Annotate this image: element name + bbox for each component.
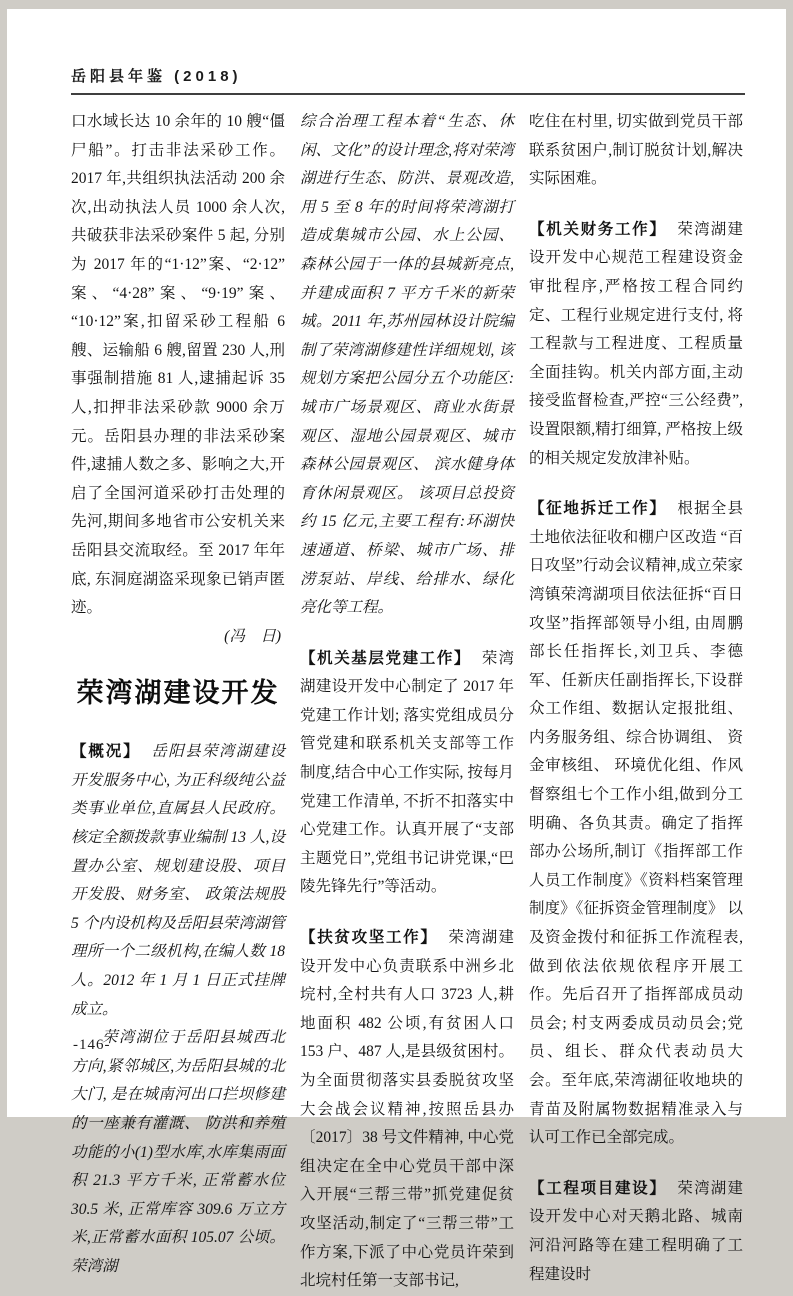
section-party-building-label: 【机关基层党建工作】 (300, 649, 472, 667)
section-overview-text: 岳阳县荣湾湖建设开发服务中心, 为正科级纯公益类事业单位,直属县人民政府。核定全额拨款事业编制 13 人,设置办公室、规划建设股、项目开发股、财务室、 政策法规股 5 个内设机构及岳阳县荣湾湖管理所一个二级机构,在编人数 18 人。2012 年 1 月 1 日正式挂牌成立。 (71, 743, 285, 1018)
section-overview-label: 【概况】 (71, 743, 141, 761)
section-land-requisition-label: 【征地拆迁工作】 (529, 500, 667, 518)
section-poverty-alleviation-text: 荣湾湖建设开发中心负责联系中洲乡北垸村,全村共有人口 3723 人,耕地面积 482 公顷,有贫困人口 153 户、487 人,是县级贫困村。为全面贯彻落实县委脱贫攻坚大会战会议精神,按照岳县办〔2017〕38 号文件精神, 中心党组决定在全中心党员干部中深入开展“三帮三带”抓党建促贫攻坚活动,制定了“三帮三带”工作方案,下派了中心党员许荣到北垸村任第一支部书记, (300, 929, 514, 1290)
section-construction-projects-text: 荣湾湖建设开发中心对天鹅北路、城南河沿河路等在建工程明确了工程建设时 (529, 1179, 743, 1283)
column-3 (529, 108, 743, 1289)
section-finance-work-text: 荣湾湖建设开发中心规范工程建设资金审批程序,严格按工程合同约定、工程行业规定进行支付, 将工程款与工程进度、工程质量全面挂钩。机关内部方面,主动接受监督检查,严控“三公经费”,设置限额,精打细算, 严格按上级的相关规定发放津补贴。 (529, 220, 743, 467)
section-party-building-text: 荣湾湖建设开发中心制定了 2017 年党建工作计划; 落实党组成员分管党建和联系机关支部等工作制度,结合中心工作实际, 按每月党建工作清单, 不折不扣落实中心党建工作。认真开展了“支部主题党日”,党组书记讲党课,“巴陵先锋先行”等活动。 (300, 649, 514, 896)
page-number: -146- (73, 1037, 111, 1053)
section-construction-projects (529, 1175, 743, 1289)
section-finance-work-label: 【机关财务工作】 (529, 220, 667, 238)
paragraph-poverty-alleviation-continued: 吃住在村里, 切实做到党员干部联系贫困户,制订脱贫计划,解决实际困难。 (529, 113, 743, 188)
paragraph-illegal-sand-mining: 口水域长达 10 余年的 10 艘“僵尸船”。打击非法采砂工作。2017 年,共组织执法活动 200 余次,出动执法人员 1000 余人次,共破获非法采砂案件 5 起, 分别为 2017 年的“1·12”案、“2·12”案、“4·28”案、“9·19”案、“10·12”案,扣留采砂工程船 6 艘、运输船 6 艘,留置 230 人,刑事强制措施 81 人,逮捕起诉 35 人,扣押非法采砂款 9000 余万元。岳阳县办理的非法采砂案件,逮捕人数之多、影响之大,开启了全国河道采砂打击处理的先河,期间多地省市公安机关来岳阳县交流取经。至 2017 年年底, 东洞庭湖盗采现象已销声匿迹。 (71, 113, 285, 617)
column-2 (300, 108, 514, 1296)
article-title: 荣湾湖建设开发 (76, 678, 280, 709)
page-sheet (7, 9, 786, 1290)
section-overview (71, 738, 285, 1024)
section-land-requisition (529, 495, 743, 1153)
author-attribution: (冯 日) (224, 627, 281, 645)
column-1 (71, 108, 285, 1282)
section-finance-work (529, 216, 743, 473)
section-land-requisition-text: 根据全县土地依法征收和棚户区改造 “百日攻坚”行动会议精神,成立荣家湾镇荣湾湖项目依法征拆“百日攻坚”指挥部领导小组, 由周鹏部长任指挥长,刘卫兵、李德军、任新庆任副指挥长,下设群众工作组、数据认定报批组、内务服务组、综合协调组、 资金审核组、 环境优化组、作风督察组七个工作小组,做到分工明确、各负其责。确定了指挥部办公场所,制订《指挥部工作人员工作制度》《资料档案管理制度》《征拆资金管理制度》 以及资金拨付和征拆工作流程表, 做到依法依规依程序开展工作。先后召开了指挥部成员动员会; 村支两委成员动员会;党员、组长、群众代表动员大会。至年底,荣湾湖征收地块的青苗及附属物数据精准录入与认可工作已全部完成。 (529, 500, 743, 1147)
section-poverty-alleviation-label: 【扶贫攻坚工作】 (300, 929, 438, 947)
paragraph-lake-description: 荣湾湖位于岳阳县城西北方向,紧邻城区,为岳阳县城的北大门, 是在城南河出口拦坝修建的一座兼有灌溉、 防洪和养殖功能的小(1)型水库,水库集雨面积 21.3 平方千米, 正常蓄水位 30.5 米, 正常库容 309.6 万立方米,正常蓄水面积 105.07 公顷。荣湾湖 (71, 1029, 285, 1275)
header-rule (71, 93, 745, 95)
paragraph-lake-description-continued: 综合治理工程本着“生态、休闲、文化”的设计理念,将对荣湾湖进行生态、防洪、景观改造,用 5 至 8 年的时间将荣湾湖打造成集城市公园、水上公园、森林公园于一体的县城新亮点, 并建成面积 7 平方千米的新荣城。2011 年,苏州园林设计院编制了荣湾湖修建性详细规划, 该规划方案把公园分五个功能区:城市广场景观区、商业水街景观区、湿地公园景观区、城市森林公园景观区、 滨水健身体育休闲景观区。 该项目总投资约 15 亿元,主要工程有:环湖快速通道、桥梁、城市广场、排涝泵站、岸线、给排水、绿化亮化等工程。 (300, 113, 514, 617)
section-poverty-alleviation (300, 924, 514, 1296)
section-party-building (300, 645, 514, 902)
text-columns (71, 108, 745, 1296)
running-header: 岳阳县年鉴 (2018) (71, 68, 242, 85)
section-construction-projects-label: 【工程项目建设】 (529, 1179, 667, 1197)
